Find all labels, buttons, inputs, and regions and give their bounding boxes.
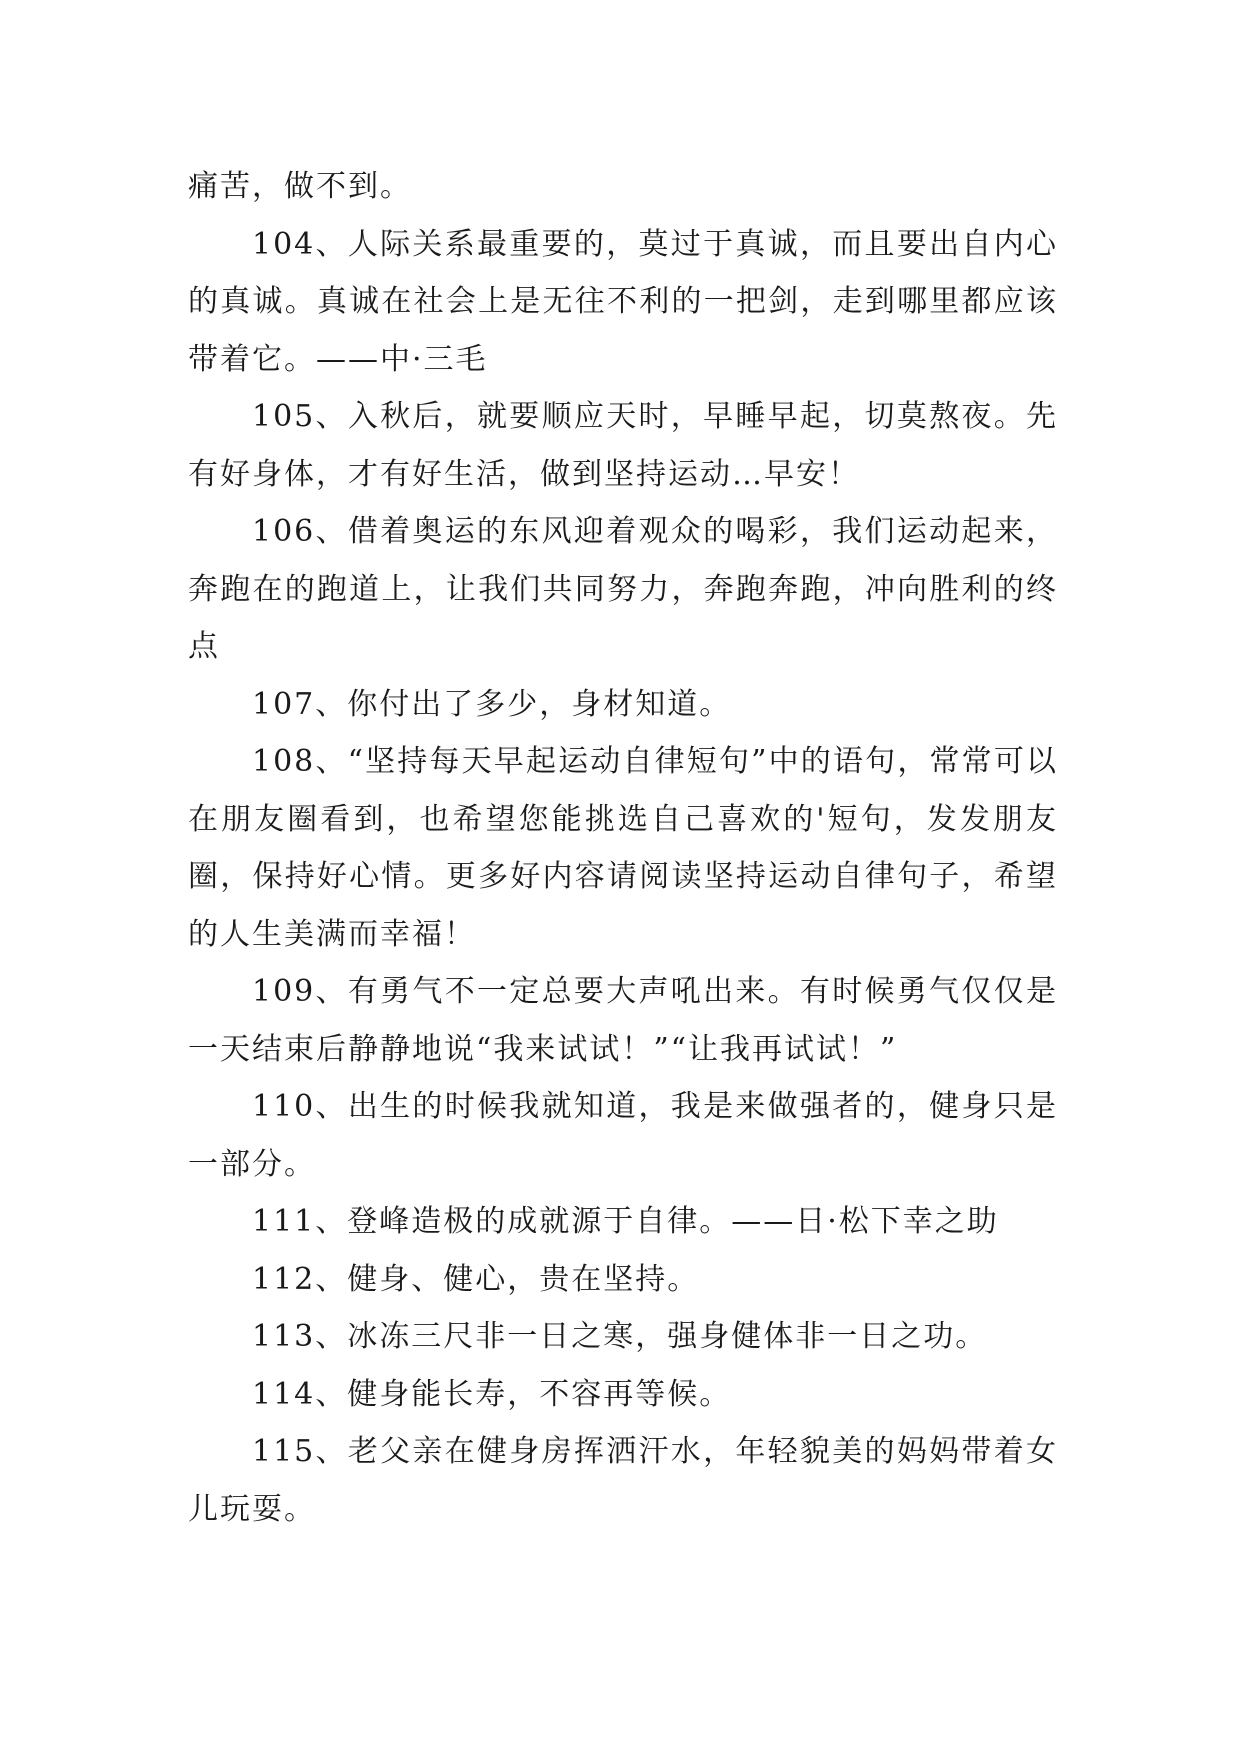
quote-item-111: 111、登峰造极的成就源于自律。——日·松下幸之助 — [252, 1204, 999, 1239]
quote-item-110: 110、出生的时候我就知道，我是来做强者的，健身只是一部分。 — [188, 1089, 1058, 1182]
quote-item-105: 105、入秋后，就要顺应天时，早睡早起，切莫熬夜。先有好身体，才有好生活，做到坚持运动…早安！ — [188, 399, 1058, 492]
quote-item-109: 109、有勇气不一定总要大声吼出来。有时候勇气仅仅是一天结束后静静地说“我来试试！”“让我再试试！” — [188, 974, 1058, 1067]
quote-item-106: 106、借着奥运的东风迎着观众的喝彩，我们运动起来，奔跑在的跑道上，让我们共同努力，奔跑奔跑，冲向胜利的终点 — [188, 514, 1058, 664]
quote-item-114: 114、健身能长寿，不容再等候。 — [252, 1376, 732, 1412]
document-body — [188, 158, 1058, 1538]
paragraph-continuation: 痛苦，做不到。 — [188, 169, 412, 204]
quote-item-115: 115、老父亲在健身房挥洒汗水，年轻貌美的妈妈带着女儿玩耍。 — [188, 1434, 1058, 1527]
quote-item-108: 108、“坚持每天早起运动自律短句”中的语句，常常可以在朋友圈看到，也希望您能挑选自己喜欢的'短句，发发朋友圈，保持好心情。更多好内容请阅读坚持运动自律句子，希望的人生美满而幸福！ — [188, 744, 1058, 952]
quote-item-113: 113、冰冻三尺非一日之寒，强身健体非一日之功。 — [252, 1319, 988, 1354]
quote-item-112: 112、健身、健心，贵在坚持。 — [252, 1261, 700, 1297]
quote-item-107: 107、你付出了多少，身材知道。 — [252, 686, 732, 722]
quote-item-104: 104、人际关系最重要的，莫过于真诚，而且要出自内心的真诚。真诚在社会上是无往不利的一把剑，走到哪里都应该带着它。——中·三毛 — [188, 226, 1058, 377]
